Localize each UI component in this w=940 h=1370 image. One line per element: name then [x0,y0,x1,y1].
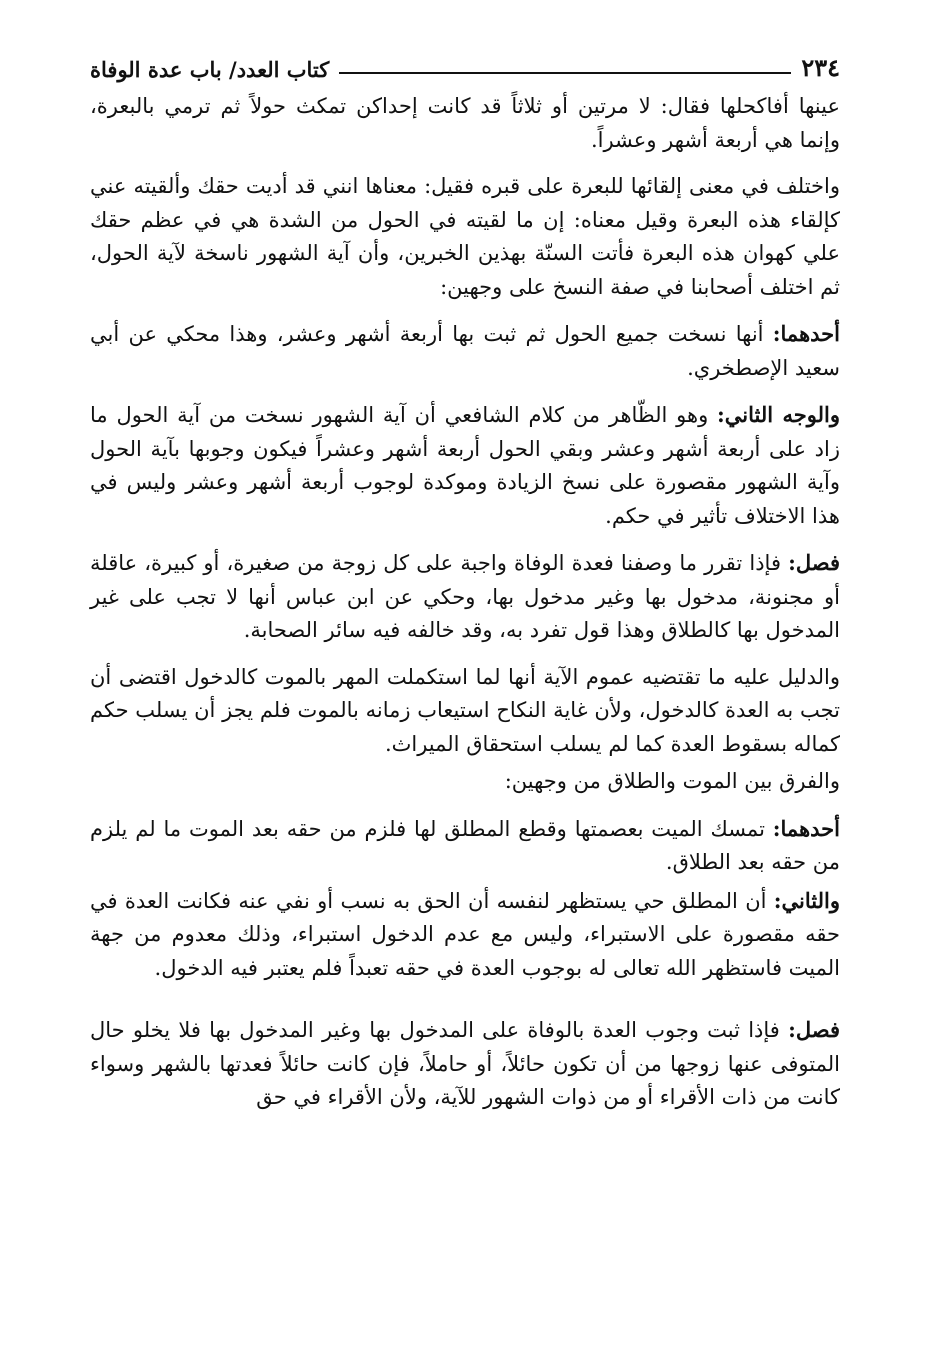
header-rule [339,72,791,74]
paragraph-text: وهو الظّاهر من كلام الشافعي أن آية الشهور نسخت من آية الحول ما زاد على أربعة أشهر وعشر وبقي الحول أربعة أشهر وعشراً فيكون وجوبها بآية الحول وآية الشهور مقصورة على نسخ الزيادة وموكدة لوجوب أربعة أشهر وعشر وليس في هذا الاختلاف تأثير في حكم. [90,403,840,528]
paragraph-text: واختلف في معنى إلقائها للبعرة على قبره فقيل: معناها انني قد أديت حقك وألقيته عني كإلقاء هذه البعرة وقيل معناه: إن ما لقيته في الحول من الشدة هي في عظم حقك علي كهوان هذه البعرة فأتت السنّة بهذين الخبرين، وأن آية الشهور ناسخة لآية الحول، ثم اختلف أصحابنا في صفة النسخ على وجهين: [90,174,840,299]
page-header [90,52,840,82]
paragraph-text: أنها نسخت جميع الحول ثم ثبت بها أربعة أشهر وعشر، وهذا محكي عن أبي سعيد الإصطخري. [90,322,840,380]
paragraph-lead: فصل: [788,550,840,575]
paragraph-text: عينها أفاكحلها فقال: لا مرتين أو ثلاثاً قد كانت إحداكن تمكث حولاً ثم ترمي بالبعرة، وإنما هي أربعة أشهر وعشراً. [90,94,840,152]
page-number: ٢٣٤ [801,53,840,82]
paragraph-lead: والوجه الثاني: [717,402,840,427]
paragraph-6 [90,661,840,762]
paragraph-2 [90,170,840,304]
paragraph-1 [90,90,840,157]
paragraph-3 [90,317,840,385]
running-title: كتاب العدد/ باب عدة الوفاة [90,57,330,82]
paragraph-lead: فصل: [788,1017,840,1042]
paragraph-8 [90,812,840,880]
paragraph-text: والفرق بين الموت والطلاق من وجهين: [504,769,840,793]
paragraph-text: أن المطلق حي يستظهر لنفسه أن الحق به نسب أو نفي عنه فكانت العدة في حقه مقصورة على الاستبراء، وليس مع عدم الدخول استبراء، وذلك معدوم من جهة الميت فاستظهر الله تعالى له بوجوب العدة في حقه تعبداً فلم يعتبر فيه الدخول. [90,888,840,980]
paragraph-text: والدليل عليه ما تقتضيه عموم الآية أنها لما استكملت المهر بالموت كالدخول اقتضى أن تجب به العدة كالدخول، ولأن غاية النكاح استيعاب زمانه بالموت فلم يجز أن يسلب حكم كماله بسقوط العدة كما لم يسلب استحقاق الميراث. [90,664,840,756]
paragraph-lead: والثاني: [773,887,840,913]
paragraph-lead: أحدهما: [772,321,840,346]
paragraph-7 [90,765,840,799]
paragraph-9 [90,884,840,986]
paragraph-4 [90,398,840,533]
paragraph-text: فإذا ثبت وجوب العدة بالوفاة على المدخول بها وغير المدخول بها فلا يخلو حال المتوفى عنها زوجها من أن تكون حائلاً، أو حاملاً، فإن كانت حائلاً فعدتها بالشهر وسواء كانت من ذات الأقراء أو من ذوات الشهور للآية، ولأن الأقراء في حق [90,1018,840,1109]
paragraph-5 [90,546,840,648]
paragraph-10 [90,1013,840,1115]
page-body [90,90,840,1115]
paragraph-text: تمسك الميت بعصمتها وقطع المطلق لها فلزم من حقه بعد الموت ما لم يلزم من حقه بعد الطلاق. [90,816,840,874]
paragraph-text: فإذا تقرر ما وصفنا فعدة الوفاة واجبة على كل زوجة من صغيرة، أو كبيرة، عاقلة أو مجنونة، مدخول بها وغير مدخول بها، وحكي عن ابن عباس أنها لا تجب على غير المدخول بها كالطلاق وهذا قول تفرد به، وقد خالفه فيه سائر الصحابة. [90,551,840,642]
paragraph-lead: أحدهما: [772,815,840,841]
